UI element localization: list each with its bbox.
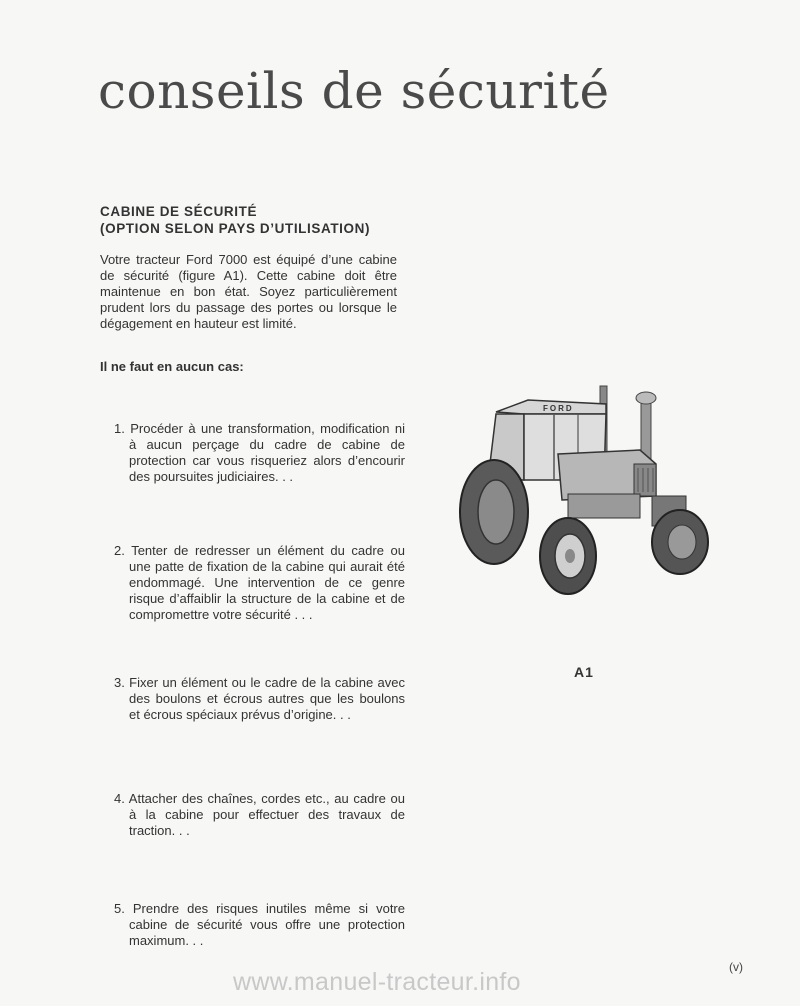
page-title: conseils de sécurité: [98, 62, 610, 120]
section-heading-line1: CABINE DE SÉCURITÉ: [100, 204, 258, 219]
list-item: 5. Prendre des risques inutiles même si votre cabine de sécurité vous offre une protection maximum. . .: [114, 901, 405, 948]
svg-text:FORD: FORD: [543, 404, 574, 413]
watermark: www.manuel-tracteur.info: [233, 968, 521, 996]
section-heading: [100, 203, 370, 237]
list-item: 1. Procéder à une transformation, modification ni à aucun perçage du cadre de cabine de protection car vous risqueriez alors d’encourir des poursuites judiciaires. . .: [114, 421, 405, 484]
tractor-illustration: [458, 384, 716, 598]
list-item: 4. Attacher des chaînes, cordes etc., au cadre ou à la cabine pour effectuer des travaux de traction. . .: [114, 791, 405, 838]
list-item: 3. Fixer un élément ou le cadre de la cabine avec des boulons et écrous autres que les boulons et écrous spéciaux prévus d’origine. . .: [114, 675, 405, 722]
intro-paragraph: Votre tracteur Ford 7000 est équipé d’une cabine de sécurité (figure A1). Cette cabine doit être maintenue en bon état. Soyez particulièrement prudent lors du passage des portes ou lorsque le dégagement en hauteur est limité.: [100, 252, 397, 331]
warning-text: Il ne faut en aucun cas:: [100, 359, 244, 374]
page-number: (v): [729, 960, 743, 974]
section-heading-line2: (OPTION SELON PAYS D’UTILISATION): [100, 221, 371, 236]
figure-label: A1: [574, 664, 594, 680]
list-item: 2. Tenter de redresser un élément du cadre ou une patte de fixation de la cabine qui aurait été endommagé. Une intervention de ce genre risque d’affaiblir la structure de la cabine et de compromettre votre sécurité . . .: [114, 543, 405, 622]
